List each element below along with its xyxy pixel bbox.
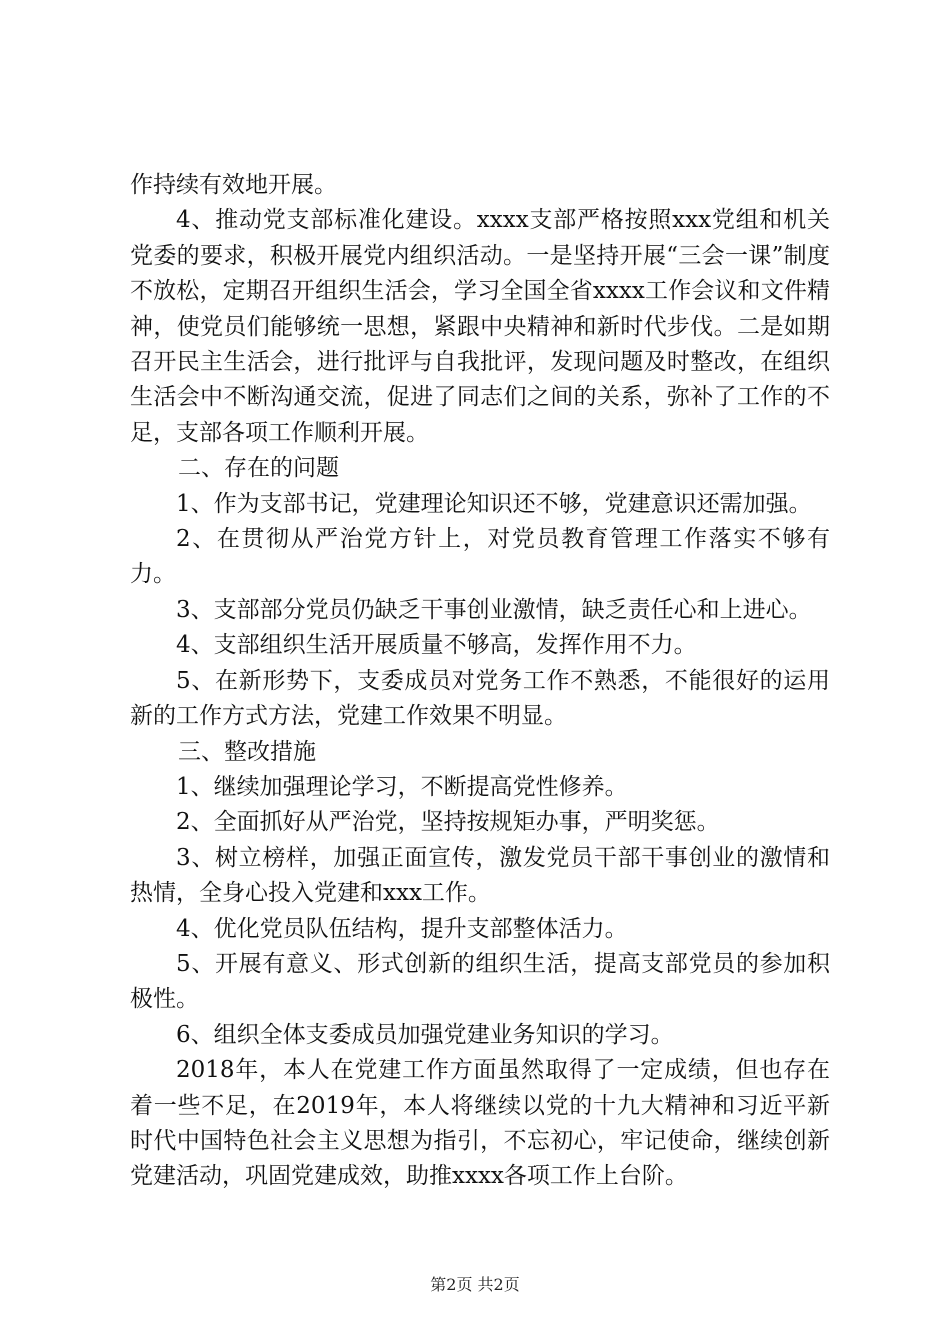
- paragraph-standardization: 4、推动党支部标准化建设。xxxx支部严格按照xxx党组和机关党委的要求，积极开展党内组织活动。一是坚持开展“三会一课”制度不放松，定期召开组织生活会，学习全国全省xxxx工作会议和文件精神，使党员们能够统一思想，紧跟中央精神和新时代步伐。二是如期召开民主生活会，进行批评与自我批评，发现问题及时整改，在组织生活会中不断沟通交流，促进了同志们之间的关系，弥补了工作的不足，支部各项工作顺利开展。: [130, 207, 830, 446]
- measure-item-1: 1、继续加强理论学习，不断提高党性修养。: [176, 773, 628, 800]
- problem-item-3: 3、支部部分党员仍缺乏干事创业激情，缺乏责任心和上进心。: [176, 596, 812, 623]
- section-heading-measures: 三、整改措施: [178, 738, 316, 765]
- measure-item-2: 2、全面抓好从严治党，坚持按规矩办事，严明奖惩。: [176, 809, 720, 836]
- paragraph-conclusion: 2018年，本人在党建工作方面虽然取得了一定成绩，但也存在着一些不足，在2019年，本人将继续以党的十九大精神和习近平新时代中国特色社会主义思想为指引，不忘初心，牢记使命，继续创新党建活动，巩固党建成效，助推xxxx各项工作上台阶。: [130, 1057, 830, 1190]
- page-footer: 第2页 共2页: [430, 1275, 520, 1294]
- problem-item-5: 5、在新形势下，支委成员对党务工作不熟悉，不能很好的运用新的工作方式方法，党建工作效果不明显。: [130, 667, 830, 730]
- measure-item-5: 5、开展有意义、形式创新的组织生活，提高支部党员的参加积极性。: [130, 950, 830, 1013]
- problem-item-1: 1、作为支部书记，党建理论知识还不够，党建意识还需加强。: [176, 490, 812, 517]
- measure-item-4: 4、优化党员队伍结构，提升支部整体活力。: [176, 915, 628, 942]
- paragraph-continuation: 作持续有效地开展。: [130, 172, 337, 198]
- problem-item-4: 4、支部组织生活开展质量不够高，发挥作用不力。: [176, 632, 697, 659]
- measure-item-6: 6、组织全体支委成员加强党建业务知识的学习。: [176, 1021, 674, 1048]
- problem-item-2: 2、在贯彻从严治党方针上，对党员教育管理工作落实不够有力。: [130, 526, 830, 588]
- document-body: [130, 168, 830, 1195]
- measure-item-3: 3、树立榜样，加强正面宣传，激发党员干部干事创业的激情和热情，全身心投入党建和xxx工作。: [130, 844, 830, 907]
- section-heading-problems: 二、存在的问题: [178, 455, 339, 482]
